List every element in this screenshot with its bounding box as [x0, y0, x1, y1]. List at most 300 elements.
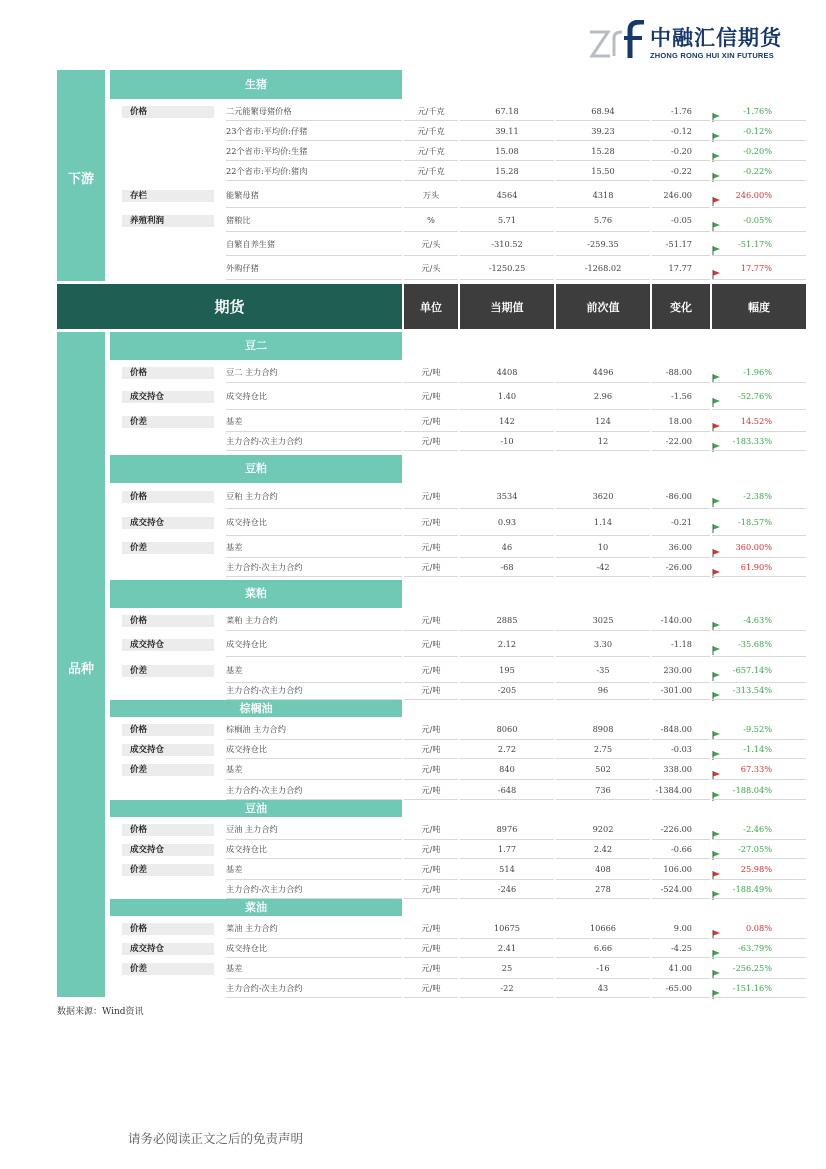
row-divider [556, 758, 650, 759]
row-current-value: 1.77 [497, 844, 517, 854]
row-percent: 67.33% [740, 764, 772, 774]
row-category: 价差 [122, 864, 214, 876]
row-change: 18.00 [668, 415, 692, 426]
row-divider [712, 630, 806, 631]
row-divider [460, 656, 554, 657]
row-change: -848.00 [660, 724, 692, 734]
row-divider [404, 858, 458, 859]
variety-header: 豆粕 [110, 455, 402, 483]
row-indicator: 成交持仓比 [226, 844, 267, 854]
zrf-logo-icon [588, 20, 646, 60]
row-divider [460, 231, 554, 232]
row-percent: -0.05% [743, 214, 772, 225]
row-indicator: 主力合约-次主力合约 [226, 684, 303, 695]
row-divider [556, 231, 650, 232]
row-divider [460, 978, 554, 979]
row-percent: -63.79% [738, 942, 772, 953]
row-percent: -27.05% [738, 844, 772, 854]
row-divider [226, 879, 402, 880]
row-divider [404, 839, 458, 840]
row-divider [404, 207, 458, 208]
flag-up-icon [712, 765, 722, 774]
row-category: 价差 [122, 542, 214, 554]
row-current-value: 67.18 [495, 105, 519, 116]
row-divider [652, 382, 710, 383]
row-divider [556, 630, 650, 631]
row-divider [652, 957, 710, 958]
row-divider [652, 160, 710, 161]
flag-down-icon [712, 666, 722, 675]
row-divider [652, 535, 710, 536]
row-divider [652, 879, 710, 880]
row-divider [652, 557, 710, 558]
row-change: 338.00 [663, 764, 692, 774]
row-change: -0.12 [671, 125, 692, 136]
row-divider [226, 858, 402, 859]
row-percent: -2.46% [743, 824, 772, 834]
row-divider [460, 879, 554, 880]
varieties-sidebar [57, 332, 105, 997]
row-divider [460, 140, 554, 141]
flag-down-icon [712, 745, 722, 754]
row-change: 41.00 [668, 963, 692, 973]
row-divider [460, 699, 554, 700]
variety-header: 豆油 [110, 800, 402, 817]
row-divider [460, 938, 554, 939]
row-divider [712, 739, 806, 740]
row-indicator: 成交持仓比 [226, 744, 267, 754]
row-divider [460, 858, 554, 859]
row-divider [712, 255, 806, 256]
row-previous-value: 10666 [589, 923, 617, 933]
row-divider [556, 779, 650, 780]
row-previous-value: 2.96 [593, 391, 613, 401]
flag-up-icon [712, 543, 722, 552]
row-divider [712, 957, 806, 958]
row-unit: 元/吨 [421, 784, 441, 795]
row-divider [556, 879, 650, 880]
row-indicator: 基差 [226, 963, 243, 973]
row-divider [556, 799, 650, 800]
row-divider [226, 279, 402, 280]
row-divider [404, 699, 458, 700]
row-previous-value: 6.66 [593, 942, 613, 953]
row-current-value: 8976 [496, 824, 518, 834]
row-unit: 元/吨 [421, 415, 441, 426]
row-divider [404, 978, 458, 979]
row-previous-value: 736 [595, 784, 611, 795]
row-indicator: 成交持仓比 [226, 942, 267, 953]
row-divider [226, 839, 402, 840]
row-percent: -0.22% [743, 165, 772, 176]
row-divider [404, 799, 458, 800]
variety-header: 菜油 [110, 899, 402, 916]
row-previous-value: -259.35 [587, 238, 619, 249]
row-unit: 元/吨 [421, 844, 441, 854]
row-unit: 元/吨 [421, 942, 441, 953]
row-current-value: 1.40 [497, 391, 517, 401]
row-divider [226, 656, 402, 657]
row-unit: 元/吨 [421, 391, 441, 401]
section-header-pig: 生猪 [110, 70, 402, 99]
row-divider [404, 557, 458, 558]
row-percent: -256.25% [732, 963, 772, 973]
flag-down-icon [712, 845, 722, 854]
row-indicator: 自繁自养生猪 [226, 238, 276, 249]
row-divider [712, 535, 806, 536]
row-divider [556, 450, 650, 451]
flag-up-icon [712, 264, 722, 273]
row-percent: 0.08% [745, 923, 772, 933]
row-divider [226, 508, 402, 509]
row-unit: 元/千克 [417, 165, 445, 176]
row-divider [556, 431, 650, 432]
row-previous-value: 9202 [592, 824, 614, 834]
flag-down-icon [712, 392, 722, 401]
row-divider [712, 997, 806, 998]
row-divider [226, 576, 402, 577]
row-divider [712, 450, 806, 451]
row-divider [712, 699, 806, 700]
row-divider [226, 207, 402, 208]
row-divider [226, 938, 402, 939]
row-divider [712, 779, 806, 780]
row-category: 价格 [122, 491, 214, 503]
row-divider [556, 576, 650, 577]
row-divider [556, 120, 650, 121]
row-indicator: 主力合约-次主力合约 [226, 982, 303, 993]
row-indicator: 基差 [226, 541, 243, 552]
row-divider [226, 758, 402, 759]
row-unit: 元/吨 [421, 435, 441, 446]
flag-down-icon [712, 686, 722, 695]
row-indicator: 豆油 主力合约 [226, 824, 278, 834]
flag-up-icon [712, 865, 722, 874]
row-percent: -1.96% [743, 366, 772, 377]
row-divider [404, 997, 458, 998]
row-category: 养殖利润 [122, 215, 214, 227]
row-previous-value: 68.94 [591, 105, 615, 116]
row-divider [226, 409, 402, 410]
row-divider [226, 382, 402, 383]
row-divider [652, 207, 710, 208]
row-change: 9.00 [673, 923, 692, 933]
row-previous-value: 10 [597, 541, 609, 552]
row-current-value: -246 [497, 883, 517, 894]
header-current: 当期值 [460, 284, 554, 329]
row-divider [460, 255, 554, 256]
row-current-value: 15.08 [495, 145, 519, 156]
row-divider [404, 938, 458, 939]
header-change: 变化 [652, 284, 710, 329]
flag-down-icon [712, 216, 722, 225]
row-unit: 元/吨 [421, 491, 441, 501]
row-divider [460, 160, 554, 161]
row-previous-value: 1.14 [593, 517, 613, 527]
row-divider [652, 279, 710, 280]
row-unit: 元/吨 [421, 541, 441, 552]
row-current-value: 15.28 [495, 165, 519, 176]
row-divider [556, 409, 650, 410]
row-divider [652, 180, 710, 181]
row-divider [652, 231, 710, 232]
flag-down-icon [712, 368, 722, 377]
row-change: -226.00 [660, 824, 692, 834]
row-indicator: 成交持仓比 [226, 517, 267, 527]
row-previous-value: 4318 [592, 189, 614, 200]
row-divider [404, 779, 458, 780]
row-divider [404, 160, 458, 161]
flag-down-icon [712, 640, 722, 649]
row-unit: 元/吨 [421, 764, 441, 774]
row-change: -140.00 [660, 614, 692, 625]
row-unit: 元/千克 [417, 105, 445, 116]
row-current-value: 2.41 [497, 942, 517, 953]
row-divider [404, 231, 458, 232]
row-divider [404, 140, 458, 141]
row-current-value: 3534 [496, 491, 518, 501]
row-indicator: 菜油 主力合约 [226, 923, 278, 933]
row-divider [460, 279, 554, 280]
row-previous-value: 8908 [592, 724, 614, 734]
row-divider [556, 997, 650, 998]
row-previous-value: 3620 [592, 491, 614, 501]
row-divider [712, 231, 806, 232]
row-unit: 元/千克 [417, 125, 445, 136]
row-divider [460, 120, 554, 121]
row-divider [556, 656, 650, 657]
row-indicator: 主力合约-次主力合约 [226, 561, 303, 572]
row-divider [404, 180, 458, 181]
row-current-value: -68 [500, 561, 514, 572]
row-category: 价差 [122, 764, 214, 776]
flag-down-icon [712, 437, 722, 446]
row-previous-value: 12 [597, 435, 609, 446]
downstream-sidebar [57, 70, 105, 281]
row-divider [404, 431, 458, 432]
row-indicator: 成交持仓比 [226, 638, 267, 649]
row-previous-value: 502 [595, 764, 611, 774]
row-change: 230.00 [663, 664, 692, 675]
row-divider [404, 656, 458, 657]
row-divider [712, 120, 806, 121]
row-previous-value: 278 [595, 883, 611, 894]
row-divider [556, 180, 650, 181]
row-divider [712, 140, 806, 141]
row-unit: 元/吨 [421, 664, 441, 675]
row-indicator: 猪粮比 [226, 214, 251, 225]
row-divider [460, 409, 554, 410]
row-current-value: 8060 [496, 724, 518, 734]
row-current-value: 4564 [496, 189, 518, 200]
row-divider [404, 279, 458, 280]
row-divider [712, 279, 806, 280]
flag-up-icon [712, 417, 722, 426]
row-unit: 元/吨 [421, 864, 441, 874]
row-divider [712, 382, 806, 383]
row-indicator: 菜粕 主力合约 [226, 614, 278, 625]
brand-name: 中融汇信期货 [650, 26, 782, 50]
row-change: -0.22 [671, 165, 692, 176]
row-indicator: 基差 [226, 864, 243, 874]
row-divider [460, 997, 554, 998]
row-divider [226, 231, 402, 232]
row-divider [652, 255, 710, 256]
row-change: -22.00 [665, 435, 692, 446]
variety-header: 菜粕 [110, 580, 402, 608]
row-percent: -183.33% [732, 435, 772, 446]
row-divider [712, 758, 806, 759]
row-divider [712, 858, 806, 859]
row-previous-value: -1268.02 [584, 262, 622, 273]
row-divider [712, 180, 806, 181]
row-change: -0.20 [671, 145, 692, 156]
row-current-value: 39.11 [495, 125, 519, 136]
row-divider [652, 739, 710, 740]
row-change: -88.00 [665, 366, 692, 377]
row-current-value: -310.52 [491, 238, 523, 249]
row-category: 价差 [122, 665, 214, 677]
row-divider [226, 180, 402, 181]
row-change: -301.00 [660, 684, 692, 695]
row-percent: -1.14% [743, 744, 772, 754]
row-unit: 元/吨 [421, 824, 441, 834]
row-divider [712, 576, 806, 577]
row-unit: 元/吨 [421, 517, 441, 527]
flag-down-icon [712, 147, 722, 156]
row-percent: -188.49% [732, 883, 772, 894]
row-divider [712, 879, 806, 880]
row-change: -0.21 [671, 517, 692, 527]
row-indicator: 主力合约-次主力合约 [226, 883, 303, 894]
row-unit: 元/吨 [421, 982, 441, 993]
row-divider [652, 120, 710, 121]
row-percent: -188.04% [732, 784, 772, 795]
disclaimer: 请务必阅读正文之后的免责声明 [128, 1131, 304, 1146]
row-indicator: 主力合约-次主力合约 [226, 435, 303, 446]
row-current-value: 10675 [493, 923, 521, 933]
row-divider [226, 160, 402, 161]
row-divider [460, 898, 554, 899]
row-divider [404, 450, 458, 451]
row-divider [226, 255, 402, 256]
row-category: 价格 [122, 615, 214, 627]
downstream-label: 下游 [67, 172, 94, 187]
row-divider [712, 898, 806, 899]
row-divider [226, 535, 402, 536]
row-divider [404, 957, 458, 958]
row-divider [556, 160, 650, 161]
row-percent: -18.57% [738, 517, 772, 527]
row-divider [404, 382, 458, 383]
row-percent: 246.00% [735, 189, 772, 200]
data-source: 数据来源：Wind资讯 [57, 1007, 144, 1017]
row-divider [652, 799, 710, 800]
row-divider [556, 682, 650, 683]
row-category: 价格 [122, 824, 214, 836]
futures-header-title: 期货 [57, 284, 402, 329]
row-previous-value: 43 [597, 982, 609, 993]
flag-down-icon [712, 616, 722, 625]
row-change: -4.25 [671, 942, 692, 953]
row-indicator: 基差 [226, 415, 243, 426]
row-indicator: 二元能繁母猪价格 [226, 105, 292, 116]
row-divider [460, 450, 554, 451]
flag-down-icon [712, 518, 722, 527]
row-previous-value: 5.76 [593, 214, 613, 225]
row-divider [652, 898, 710, 899]
row-category: 价格 [122, 106, 214, 118]
row-category: 价差 [122, 416, 214, 428]
row-current-value: 46 [501, 541, 513, 552]
header-unit: 单位 [404, 284, 458, 329]
row-divider [460, 382, 554, 383]
row-divider [460, 758, 554, 759]
row-percent: 360.00% [735, 541, 772, 552]
row-previous-value: 4496 [592, 366, 614, 377]
row-previous-value: -16 [596, 963, 610, 973]
row-divider [556, 508, 650, 509]
row-percent: 17.77% [740, 262, 772, 273]
row-divider [404, 535, 458, 536]
variety-header: 棕榈油 [110, 700, 402, 717]
row-percent: -9.52% [743, 724, 772, 734]
row-percent: -0.12% [743, 125, 772, 136]
row-divider [556, 699, 650, 700]
row-change: -51.17 [665, 238, 692, 249]
row-divider [712, 978, 806, 979]
row-current-value: 514 [499, 864, 515, 874]
row-change: -0.05 [671, 214, 692, 225]
flag-down-icon [712, 167, 722, 176]
row-previous-value: 2.42 [593, 844, 613, 854]
row-category: 价格 [122, 923, 214, 935]
row-divider [460, 630, 554, 631]
row-category: 价格 [122, 724, 214, 736]
row-divider [226, 120, 402, 121]
row-change: -1.76 [671, 105, 692, 116]
row-percent: -2.38% [743, 491, 772, 501]
row-divider [460, 682, 554, 683]
flag-down-icon [712, 492, 722, 501]
flag-down-icon [712, 984, 722, 993]
row-percent: -35.68% [738, 638, 772, 649]
row-divider [226, 557, 402, 558]
row-change: -524.00 [660, 883, 692, 894]
row-unit: 元/头 [421, 262, 441, 273]
row-previous-value: -35 [596, 664, 610, 675]
row-percent: -51.17% [738, 238, 772, 249]
row-divider [652, 656, 710, 657]
row-previous-value: 15.50 [591, 165, 615, 176]
row-category: 成交持仓 [122, 744, 214, 756]
row-divider [460, 535, 554, 536]
row-divider [652, 779, 710, 780]
row-divider [404, 739, 458, 740]
row-divider [712, 682, 806, 683]
row-divider [712, 160, 806, 161]
row-current-value: 142 [499, 415, 515, 426]
row-divider [556, 207, 650, 208]
row-category: 成交持仓 [122, 391, 214, 403]
row-current-value: -648 [497, 784, 517, 795]
row-indicator: 22个省市:平均价:生猪 [226, 145, 308, 156]
row-percent: -1.76% [743, 105, 772, 116]
row-divider [652, 758, 710, 759]
row-unit: % [427, 214, 435, 225]
row-unit: 元/吨 [421, 963, 441, 973]
row-divider [460, 207, 554, 208]
